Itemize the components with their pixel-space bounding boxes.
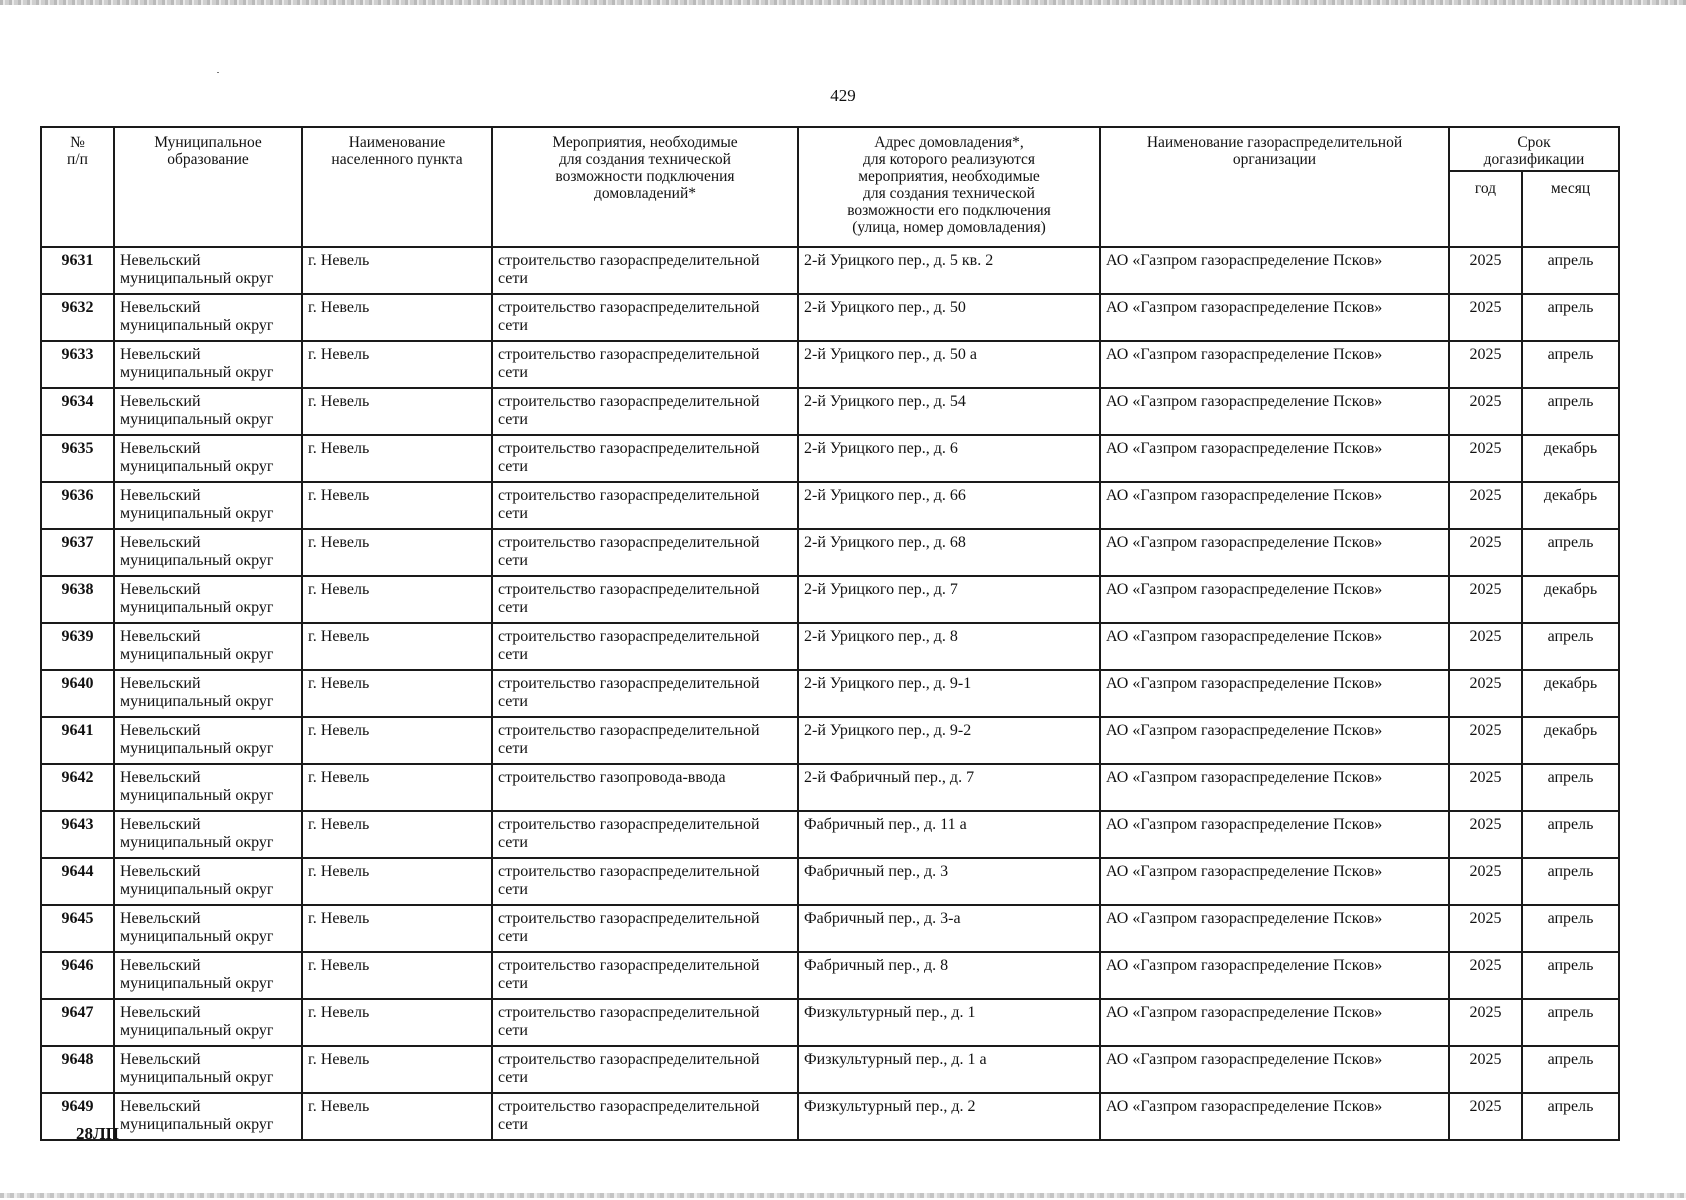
cell-num: 9636	[41, 482, 114, 529]
cell-num: 9649	[41, 1093, 114, 1140]
cell-measure: строительство газораспределительной сети	[492, 670, 798, 717]
cell-num: 9641	[41, 717, 114, 764]
sheet-code: 28ЛП	[76, 1124, 119, 1143]
cell-org: АО «Газпром газораспределение Псков»	[1100, 623, 1449, 670]
cell-org: АО «Газпром газораспределение Псков»	[1100, 1093, 1449, 1140]
cell-month: апрель	[1522, 999, 1619, 1046]
cell-year: 2025	[1449, 905, 1522, 952]
cell-address: Фабричный пер., д. 3	[798, 858, 1100, 905]
cell-year: 2025	[1449, 341, 1522, 388]
cell-measure: строительство газораспределительной сети	[492, 717, 798, 764]
cell-month: апрель	[1522, 858, 1619, 905]
cell-org: АО «Газпром газораспределение Псков»	[1100, 341, 1449, 388]
cell-year: 2025	[1449, 952, 1522, 999]
cell-measure: строительство газораспределительной сети	[492, 858, 798, 905]
cell-month: апрель	[1522, 341, 1619, 388]
cell-month: апрель	[1522, 905, 1619, 952]
cell-measure: строительство газораспределительной сети	[492, 811, 798, 858]
cell-address: 2-й Урицкого пер., д. 66	[798, 482, 1100, 529]
cell-settlement: г. Невель	[302, 717, 492, 764]
cell-municipality: Невельский муниципальный округ	[114, 388, 302, 435]
header-address: Адрес домовладения*, для которого реализуются мероприятия, необходимые для создания технической возможности его подключения (улица, номер домовладения)	[798, 127, 1100, 247]
cell-settlement: г. Невель	[302, 435, 492, 482]
cell-settlement: г. Невель	[302, 482, 492, 529]
table-row	[41, 482, 1619, 529]
cell-municipality: Невельский муниципальный округ	[114, 811, 302, 858]
table-row	[41, 529, 1619, 576]
table-row	[41, 294, 1619, 341]
scan-speck	[217, 72, 219, 73]
cell-measure: строительство газораспределительной сети	[492, 1046, 798, 1093]
cell-org: АО «Газпром газораспределение Псков»	[1100, 670, 1449, 717]
header-municipality: Муниципальное образование	[114, 127, 302, 247]
cell-month: декабрь	[1522, 435, 1619, 482]
cell-settlement: г. Невель	[302, 1046, 492, 1093]
header-num: № п/п	[41, 127, 114, 247]
header-month: месяц	[1522, 171, 1619, 247]
cell-municipality: Невельский муниципальный округ	[114, 764, 302, 811]
cell-measure: строительство газораспределительной сети	[492, 341, 798, 388]
cell-municipality: Невельский муниципальный округ	[114, 247, 302, 294]
cell-year: 2025	[1449, 858, 1522, 905]
cell-address: 2-й Фабричный пер., д. 7	[798, 764, 1100, 811]
cell-address: Физкультурный пер., д. 1 а	[798, 1046, 1100, 1093]
cell-year: 2025	[1449, 1046, 1522, 1093]
cell-org: АО «Газпром газораспределение Псков»	[1100, 294, 1449, 341]
cell-settlement: г. Невель	[302, 670, 492, 717]
cell-settlement: г. Невель	[302, 764, 492, 811]
cell-month: апрель	[1522, 764, 1619, 811]
cell-measure: строительство газораспределительной сети	[492, 1093, 798, 1140]
cell-num: 9633	[41, 341, 114, 388]
cell-municipality: Невельский муниципальный округ	[114, 294, 302, 341]
cell-month: декабрь	[1522, 482, 1619, 529]
cell-municipality: Невельский муниципальный округ	[114, 1046, 302, 1093]
cell-address: 2-й Урицкого пер., д. 6	[798, 435, 1100, 482]
cell-measure: строительство газопровода-ввода	[492, 764, 798, 811]
cell-month: апрель	[1522, 811, 1619, 858]
page-number: 429	[830, 86, 856, 105]
cell-year: 2025	[1449, 670, 1522, 717]
scan-edge-top	[0, 0, 1686, 5]
cell-month: апрель	[1522, 247, 1619, 294]
cell-org: АО «Газпром газораспределение Псков»	[1100, 717, 1449, 764]
header-row	[41, 127, 1619, 171]
cell-month: декабрь	[1522, 717, 1619, 764]
cell-municipality: Невельский муниципальный округ	[114, 717, 302, 764]
cell-year: 2025	[1449, 1093, 1522, 1140]
cell-year: 2025	[1449, 388, 1522, 435]
cell-measure: строительство газораспределительной сети	[492, 999, 798, 1046]
cell-num: 9638	[41, 576, 114, 623]
header-term: Срок догазификации	[1449, 127, 1619, 171]
table-row	[41, 764, 1619, 811]
table-row	[41, 811, 1619, 858]
cell-num: 9646	[41, 952, 114, 999]
cell-settlement: г. Невель	[302, 811, 492, 858]
cell-address: 2-й Урицкого пер., д. 9-1	[798, 670, 1100, 717]
gasification-table	[40, 126, 1620, 1141]
cell-org: АО «Газпром газораспределение Псков»	[1100, 1046, 1449, 1093]
cell-address: 2-й Урицкого пер., д. 50	[798, 294, 1100, 341]
cell-num: 9639	[41, 623, 114, 670]
table-row	[41, 999, 1619, 1046]
cell-num: 9631	[41, 247, 114, 294]
cell-year: 2025	[1449, 764, 1522, 811]
cell-settlement: г. Невель	[302, 623, 492, 670]
cell-org: АО «Газпром газораспределение Псков»	[1100, 482, 1449, 529]
cell-year: 2025	[1449, 482, 1522, 529]
cell-org: АО «Газпром газораспределение Псков»	[1100, 811, 1449, 858]
table-row	[41, 388, 1619, 435]
cell-address: Фабричный пер., д. 11 а	[798, 811, 1100, 858]
cell-address: Физкультурный пер., д. 2	[798, 1093, 1100, 1140]
cell-settlement: г. Невель	[302, 905, 492, 952]
cell-num: 9644	[41, 858, 114, 905]
cell-settlement: г. Невель	[302, 294, 492, 341]
cell-settlement: г. Невель	[302, 1093, 492, 1140]
cell-year: 2025	[1449, 294, 1522, 341]
table-row	[41, 858, 1619, 905]
cell-month: апрель	[1522, 388, 1619, 435]
cell-municipality: Невельский муниципальный округ	[114, 341, 302, 388]
cell-settlement: г. Невель	[302, 952, 492, 999]
table-row	[41, 247, 1619, 294]
cell-year: 2025	[1449, 247, 1522, 294]
cell-municipality: Невельский муниципальный округ	[114, 858, 302, 905]
cell-address: 2-й Урицкого пер., д. 7	[798, 576, 1100, 623]
cell-year: 2025	[1449, 811, 1522, 858]
cell-org: АО «Газпром газораспределение Псков»	[1100, 999, 1449, 1046]
cell-address: 2-й Урицкого пер., д. 9-2	[798, 717, 1100, 764]
cell-num: 9647	[41, 999, 114, 1046]
cell-org: АО «Газпром газораспределение Псков»	[1100, 858, 1449, 905]
cell-month: декабрь	[1522, 670, 1619, 717]
cell-settlement: г. Невель	[302, 576, 492, 623]
cell-municipality: Невельский муниципальный округ	[114, 529, 302, 576]
cell-address: Фабричный пер., д. 3-а	[798, 905, 1100, 952]
cell-org: АО «Газпром газораспределение Псков»	[1100, 952, 1449, 999]
table-row	[41, 717, 1619, 764]
table-row	[41, 435, 1619, 482]
cell-org: АО «Газпром газораспределение Псков»	[1100, 388, 1449, 435]
table-row	[41, 670, 1619, 717]
cell-measure: строительство газораспределительной сети	[492, 623, 798, 670]
cell-org: АО «Газпром газораспределение Псков»	[1100, 576, 1449, 623]
cell-month: апрель	[1522, 952, 1619, 999]
cell-month: декабрь	[1522, 576, 1619, 623]
cell-year: 2025	[1449, 576, 1522, 623]
cell-month: апрель	[1522, 294, 1619, 341]
cell-measure: строительство газораспределительной сети	[492, 482, 798, 529]
cell-org: АО «Газпром газораспределение Псков»	[1100, 764, 1449, 811]
table-row	[41, 341, 1619, 388]
cell-municipality: Невельский муниципальный округ	[114, 482, 302, 529]
cell-settlement: г. Невель	[302, 529, 492, 576]
cell-org: АО «Газпром газораспределение Псков»	[1100, 435, 1449, 482]
cell-year: 2025	[1449, 999, 1522, 1046]
cell-num: 9645	[41, 905, 114, 952]
cell-settlement: г. Невель	[302, 388, 492, 435]
cell-month: апрель	[1522, 1046, 1619, 1093]
cell-municipality: Невельский муниципальный округ	[114, 905, 302, 952]
table-row	[41, 576, 1619, 623]
cell-address: Фабричный пер., д. 8	[798, 952, 1100, 999]
cell-municipality: Невельский муниципальный округ	[114, 435, 302, 482]
cell-month: апрель	[1522, 529, 1619, 576]
cell-address: 2-й Урицкого пер., д. 8	[798, 623, 1100, 670]
cell-settlement: г. Невель	[302, 247, 492, 294]
cell-address: Физкультурный пер., д. 1	[798, 999, 1100, 1046]
cell-municipality: Невельский муниципальный округ	[114, 999, 302, 1046]
cell-num: 9643	[41, 811, 114, 858]
cell-num: 9637	[41, 529, 114, 576]
cell-org: АО «Газпром газораспределение Псков»	[1100, 905, 1449, 952]
cell-month: апрель	[1522, 623, 1619, 670]
cell-org: АО «Газпром газораспределение Псков»	[1100, 247, 1449, 294]
cell-year: 2025	[1449, 717, 1522, 764]
header-settlement: Наименование населенного пункта	[302, 127, 492, 247]
table-row	[41, 1093, 1619, 1140]
cell-settlement: г. Невель	[302, 999, 492, 1046]
cell-num: 9640	[41, 670, 114, 717]
header-org: Наименование газораспределительной организации	[1100, 127, 1449, 247]
cell-municipality: Невельский муниципальный округ	[114, 623, 302, 670]
table-row	[41, 1046, 1619, 1093]
cell-num: 9632	[41, 294, 114, 341]
cell-address: 2-й Урицкого пер., д. 54	[798, 388, 1100, 435]
cell-org: АО «Газпром газораспределение Псков»	[1100, 529, 1449, 576]
cell-num: 9642	[41, 764, 114, 811]
cell-year: 2025	[1449, 529, 1522, 576]
cell-address: 2-й Урицкого пер., д. 68	[798, 529, 1100, 576]
cell-measure: строительство газораспределительной сети	[492, 435, 798, 482]
header-year: год	[1449, 171, 1522, 247]
table-row	[41, 952, 1619, 999]
cell-measure: строительство газораспределительной сети	[492, 576, 798, 623]
cell-municipality: Невельский муниципальный округ	[114, 670, 302, 717]
cell-measure: строительство газораспределительной сети	[492, 529, 798, 576]
header-measures: Мероприятия, необходимые для создания технической возможности подключения домовладений*	[492, 127, 798, 247]
cell-address: 2-й Урицкого пер., д. 50 а	[798, 341, 1100, 388]
cell-measure: строительство газораспределительной сети	[492, 952, 798, 999]
table-row	[41, 623, 1619, 670]
scan-edge-bottom	[0, 1193, 1686, 1198]
cell-municipality: Невельский муниципальный округ	[114, 576, 302, 623]
table-row	[41, 905, 1619, 952]
cell-measure: строительство газораспределительной сети	[492, 905, 798, 952]
cell-num: 9648	[41, 1046, 114, 1093]
cell-num: 9634	[41, 388, 114, 435]
cell-month: апрель	[1522, 1093, 1619, 1140]
cell-municipality: Невельский муниципальный округ	[114, 952, 302, 999]
cell-measure: строительство газораспределительной сети	[492, 294, 798, 341]
cell-measure: строительство газораспределительной сети	[492, 388, 798, 435]
cell-measure: строительство газораспределительной сети	[492, 247, 798, 294]
cell-settlement: г. Невель	[302, 858, 492, 905]
cell-settlement: г. Невель	[302, 341, 492, 388]
cell-address: 2-й Урицкого пер., д. 5 кв. 2	[798, 247, 1100, 294]
cell-municipality: Невельский муниципальный округ	[114, 1093, 302, 1140]
cell-year: 2025	[1449, 435, 1522, 482]
cell-year: 2025	[1449, 623, 1522, 670]
cell-num: 9635	[41, 435, 114, 482]
